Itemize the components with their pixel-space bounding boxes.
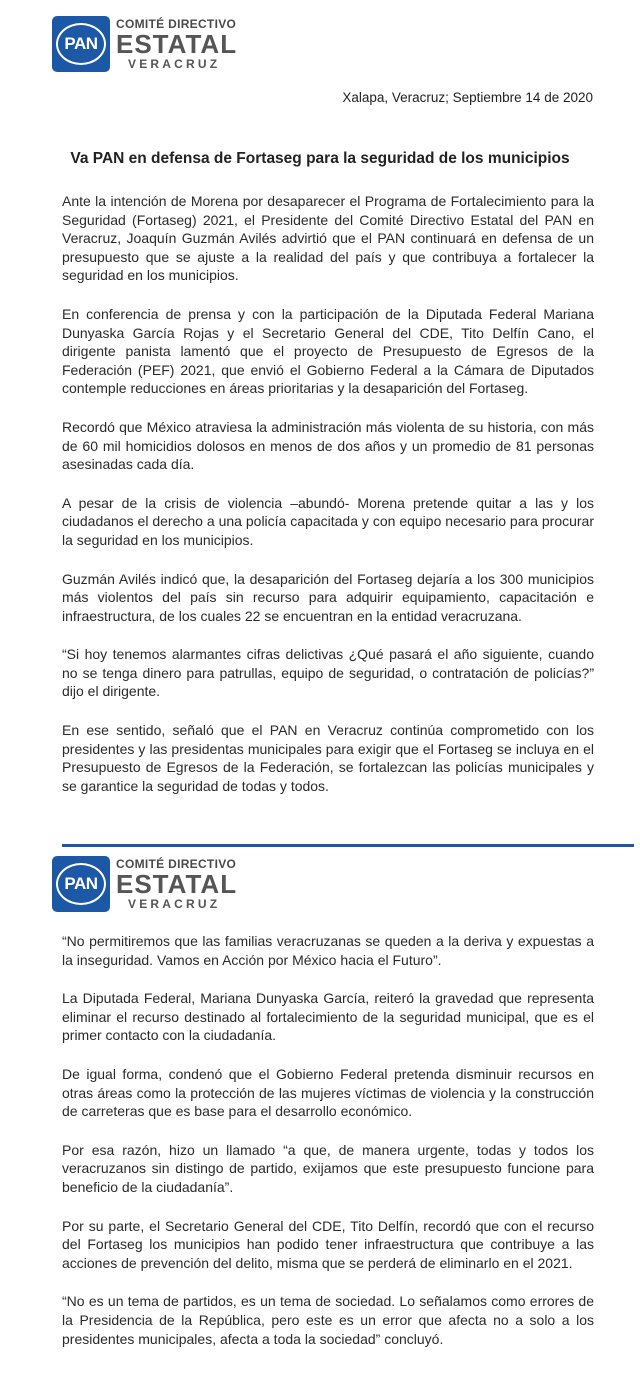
logo-wordmark xyxy=(116,16,237,71)
logo-line-2: ESTATAL xyxy=(116,29,238,59)
paragraph: En conferencia de prensa y con la participación de la Diputada Federal Mariana Dunyaska García Rojas y el Secretario General del CDE, Tito Delfín Cano, el dirigente panista lamentó que el proyecto de Presupuesto de Egresos de la Federación (PEF) 2021, que envió el Gobierno Federal a la Cámara de Diputados contemple reducciones en áreas prioritarias y la desaparición del Fortaseg. xyxy=(62,305,594,397)
page-divider xyxy=(62,844,634,847)
article-title: Va PAN en defensa de Fortaseg para la seguridad de los municipios xyxy=(70,150,570,167)
article-body-page-1 xyxy=(62,192,594,815)
logo-line-1: COMITÉ DIRECTIVO xyxy=(116,857,237,871)
paragraph: Ante la intención de Morena por desaparecer el Programa de Fortalecimiento para la Seguridad (Fortaseg) 2021, el Presidente del Comité Directivo Estatal del PAN en Veracruz, Joaquín Guzmán Avilés advirtió que el PAN continuará en defensa de un presupuesto que se ajuste a la realidad del país y que contribuya a fortalecer la seguridad en los municipios. xyxy=(62,193,594,284)
pan-emblem xyxy=(52,856,110,912)
logo-line-3: VERACRUZ xyxy=(128,897,221,911)
pan-emblem-text: PAN xyxy=(56,23,106,65)
dateline: Xalapa, Veracruz; Septiembre 14 de 2020 xyxy=(342,90,593,105)
logo-line-3: VERACRUZ xyxy=(128,57,221,71)
paragraph: Guzmán Avilés indicó que, la desaparición del Fortaseg dejaría a los 300 municipios más violentos del país sin recurso para adquirir equipamiento, capacitación e infraestructura, de los cuales 22 se encuentran en la entidad veracruzana. xyxy=(62,570,594,624)
logo-line-2: ESTATAL xyxy=(116,869,238,899)
logo-line-1: COMITÉ DIRECTIVO xyxy=(116,17,237,31)
paragraph: La Diputada Federal, Mariana Dunyaska García, reiteró la gravedad que representa eliminar el recurso destinado al fortalecimiento de la seguridad municipal, que es el primer contacto con la ciudadanía. xyxy=(62,990,594,1044)
article-body-page-2 xyxy=(62,932,594,1368)
paragraph: De igual forma, condenó que el Gobierno Federal pretenda disminuir recursos en otras áreas como la protección de las mujeres víctimas de violencia y la construcción de carreteras que es base para el desarrollo económico. xyxy=(62,1065,594,1120)
pan-emblem-text: PAN xyxy=(56,863,106,905)
paragraph: Por esa razón, hizo un llamado “a que, de manera urgente, todas y todos los veracruzanos sin distingo de partido, exijamos que este presupuesto funcione para beneficio de la ciudadanía”. xyxy=(62,1141,594,1195)
pan-emblem xyxy=(52,16,110,72)
paragraph: Recordó que México atraviesa la administración más violenta de su historia, con más de 60 mil homicidios dolosos en menos de dos años y un promedio de 81 personas asesinadas cada día. xyxy=(62,418,594,473)
logo-wordmark xyxy=(116,856,237,911)
paragraph: Por su parte, el Secretario General del CDE, Tito Delfín, recordó que con el recurso del Fortaseg los municipios han podido tener infraestructura que contribuye a las acciones de prevención del delito, misma que se perderá de eliminarlo en el 2021. xyxy=(62,1217,594,1271)
paragraph: A pesar de la crisis de violencia –abundó- Morena pretende quitar a las y los ciudadanos el derecho a una policía capacitada y con equipo necesario para procurar la seguridad en los municipios. xyxy=(62,494,594,548)
paragraph: “No es un tema de partidos, es un tema de sociedad. Lo señalamos como errores de la Presidencia de la República, pero este es un error que afecta no a solo a los presidentes municipales, afecta a toda la sociedad” concluyó. xyxy=(62,1293,594,1347)
pan-cde-logo-page-2 xyxy=(52,856,237,912)
pan-cde-logo xyxy=(52,16,237,72)
paragraph: “No permitiremos que las familias veracruzanas se queden a la deriva y expuestas a la inseguridad. Vamos en Acción por México hacia el Futuro”. xyxy=(62,933,594,968)
paragraph: “Si hoy tenemos alarmantes cifras delictivas ¿Qué pasará el año siguiente, cuando no se tenga dinero para patrullas, equipo de seguridad, o contratación de policías?” dijo el dirigente. xyxy=(62,646,594,700)
paragraph: En ese sentido, señaló que el PAN en Veracruz continúa comprometido con los presidentes y las presidentas municipales para exigir que el Fortaseg se incluya en el Presupuesto de Egresos de la Federación, se fortalezcan las policías municipales y se garantice la seguridad de todas y todos. xyxy=(62,722,594,794)
